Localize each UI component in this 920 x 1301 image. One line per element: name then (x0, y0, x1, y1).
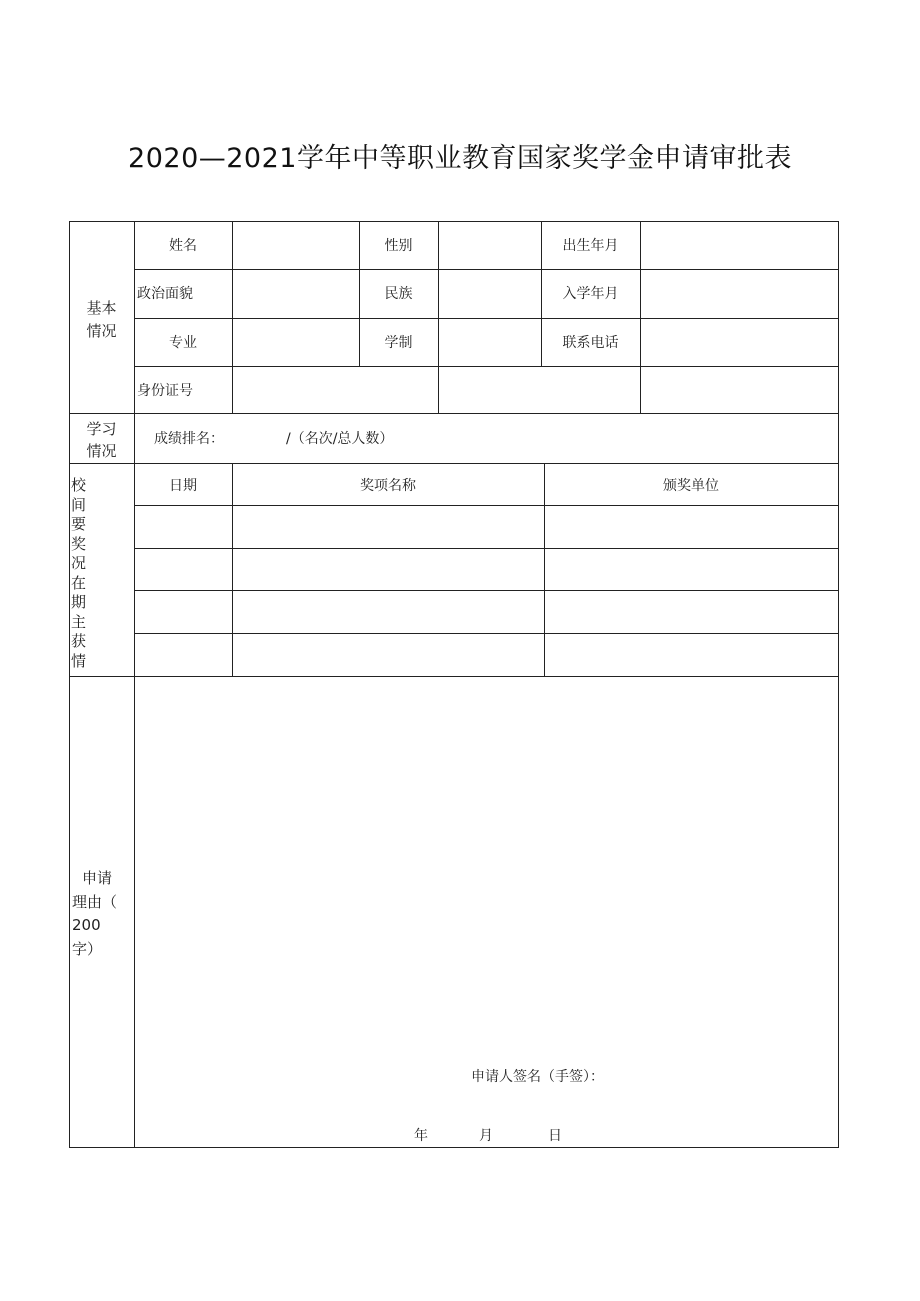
basic-section-label (69, 297, 134, 343)
awards-section-label: 校间要奖况在期主获情 (71, 476, 87, 670)
awards-row[interactable] (135, 549, 838, 590)
date-day-label: 日 (548, 1128, 562, 1144)
gender-label: 性别 (384, 238, 413, 254)
reason-section-line1: 申请 (82, 869, 113, 887)
ethnicity-field[interactable] (439, 270, 541, 318)
page-title: 2020—2021学年中等职业教育国家奖学金申请审批表 (128, 143, 792, 174)
awards-header-date: 日期 (169, 478, 197, 494)
table-border-left (69, 221, 70, 1148)
reason-section-line4: 字） (72, 939, 103, 958)
political-label: 政治面貌 (137, 286, 193, 302)
id-label: 身份证号 (137, 383, 193, 399)
id-field-3[interactable] (641, 367, 838, 413)
awards-header-issuer: 颁奖单位 (663, 478, 719, 494)
rank-hint: /（名次/总人数） (286, 431, 394, 447)
gender-field[interactable] (439, 222, 541, 269)
ethnicity-label: 民族 (384, 286, 413, 302)
table-border-right (838, 221, 839, 1148)
date-year-label: 年 (414, 1128, 428, 1144)
id-field-2[interactable] (439, 367, 640, 413)
study-section-line1: 学习 (86, 420, 117, 438)
reason-section-line2: 理由（ (72, 892, 118, 911)
name-label: 姓名 (169, 238, 197, 254)
birth-label: 出生年月 (562, 238, 619, 254)
signature-label: 申请人签名（手签）： (471, 1069, 604, 1085)
major-field[interactable] (233, 319, 359, 366)
reason-section-label (72, 867, 117, 961)
basic-section-line2: 情况 (86, 322, 117, 340)
awards-row[interactable] (135, 591, 838, 633)
enroll-label: 入学年月 (562, 286, 619, 302)
schooling-label: 学制 (384, 335, 413, 351)
awards-row[interactable] (135, 506, 838, 548)
basic-section-line1: 基本 (86, 299, 117, 317)
rank-label: 成绩排名： (154, 431, 224, 447)
study-section-line2: 情况 (86, 442, 117, 460)
birth-field[interactable] (641, 222, 838, 269)
section-line (69, 463, 839, 464)
phone-field[interactable] (641, 319, 838, 366)
date-month-label: 月 (479, 1128, 493, 1144)
phone-label: 联系电话 (562, 335, 619, 351)
schooling-field[interactable] (439, 319, 541, 366)
id-field-1[interactable] (233, 367, 438, 413)
study-section-label (69, 418, 134, 462)
reason-section-line3: 200 (72, 916, 101, 934)
table-border-bottom (69, 1147, 839, 1148)
name-field[interactable] (233, 222, 359, 269)
awards-row[interactable] (135, 634, 838, 676)
major-label: 专业 (169, 335, 197, 351)
reason-text-area[interactable] (135, 677, 838, 1057)
enroll-field[interactable] (641, 270, 838, 318)
political-field[interactable] (233, 270, 359, 318)
section-line (69, 413, 839, 414)
awards-header-name: 奖项名称 (360, 478, 416, 494)
